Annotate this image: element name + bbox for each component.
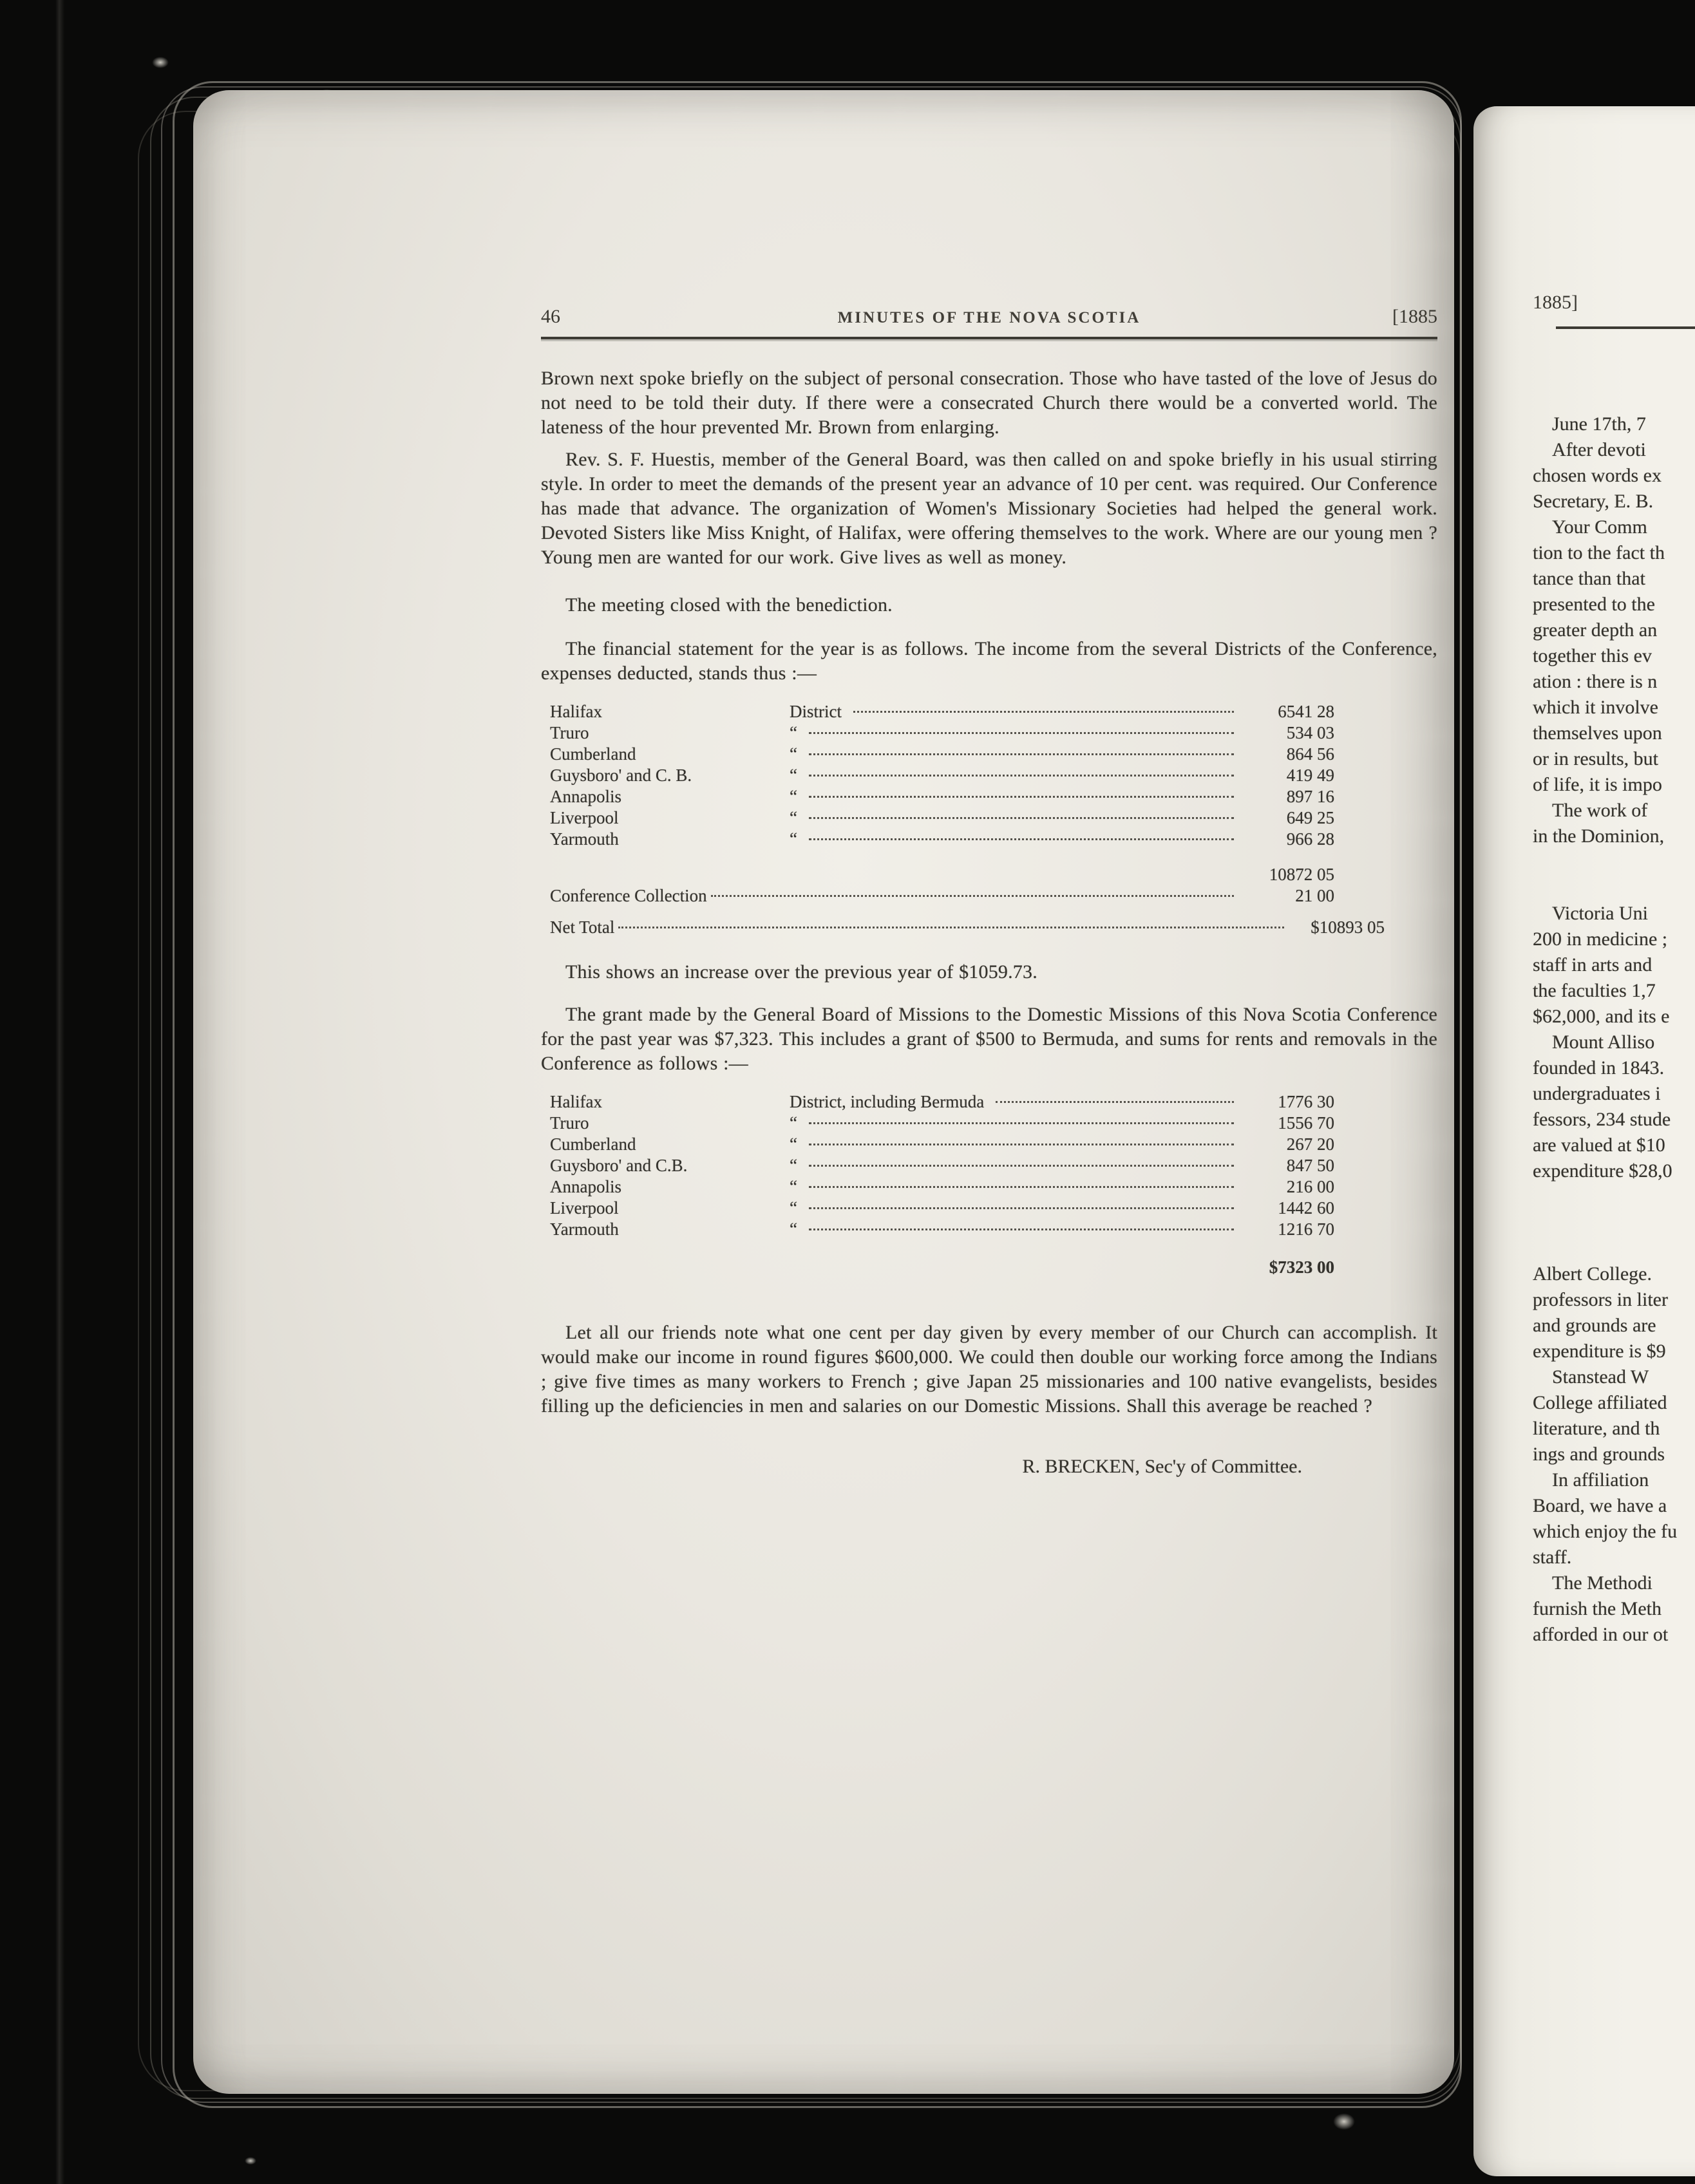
table-row [550, 807, 1334, 829]
ditto-mark: “ [790, 808, 797, 827]
table-row [550, 1219, 1334, 1240]
text-line: undergraduates i [1533, 1083, 1661, 1104]
text-line: tion to the fact th [1533, 542, 1665, 563]
dust-speck [245, 2157, 256, 2165]
text-line: 200 in medicine ; [1533, 928, 1668, 950]
paragraph-benediction: The meeting closed with the benediction. [565, 594, 893, 616]
text-line [1533, 1184, 1695, 1210]
dot-leader [809, 1186, 1234, 1188]
income-table [550, 701, 1437, 938]
header-rule [541, 337, 1437, 339]
text-line: The work of [1533, 800, 1648, 821]
dot-leader [809, 775, 1234, 777]
dot-leader [853, 711, 1234, 713]
amount: 419 49 [1286, 766, 1334, 785]
secretary-signature: R. BRECKEN, Sec'y of Committee. [1022, 1456, 1302, 1477]
ditto-mark: “ [790, 1134, 797, 1154]
district-name: Annapolis [550, 787, 621, 806]
ditto-mark: “ [790, 1156, 797, 1175]
ditto-mark: “ [790, 1219, 797, 1239]
text-line: themselves upon [1533, 722, 1662, 744]
text-line: together this ev [1533, 645, 1652, 666]
dot-leader [618, 927, 1284, 928]
amount: 897 16 [1286, 787, 1334, 806]
amount: 1556 70 [1278, 1113, 1334, 1133]
text-line: ation : there is n [1533, 671, 1658, 692]
collection-amount: 21 00 [1295, 886, 1334, 905]
text-line: expenditure is $9 [1533, 1341, 1666, 1362]
ditto-mark: “ [790, 787, 797, 806]
dot-leader [996, 1101, 1234, 1103]
text-line: staff. [1533, 1547, 1572, 1568]
text-line: The Methodi [1533, 1572, 1652, 1594]
right-page-fragment [1473, 106, 1695, 2176]
left-page [193, 90, 1454, 2094]
dot-leader [809, 1122, 1234, 1124]
right-page-text [1533, 411, 1695, 1648]
text-line: or in results, but [1533, 748, 1658, 769]
table-row [550, 1198, 1334, 1219]
subtotal-row [550, 864, 1334, 885]
paragraph-consecration: Brown next spoke briefly on the subject of personal consecration. Those who have tasted of the love of Jesus do not need to be told their duty. If there were a consecrated Church there would be a converted world. The lateness of the hour prevented Mr. Brown from enlarging. [541, 368, 1437, 438]
text-line: the faculties 1,7 [1533, 980, 1656, 1001]
amount: 649 25 [1286, 808, 1334, 827]
text-line: Mount Alliso [1533, 1031, 1655, 1053]
table-row [550, 722, 1334, 744]
text-line: which it involve [1533, 697, 1658, 718]
amount: 6541 28 [1278, 702, 1334, 721]
district-name: Halifax [550, 702, 602, 721]
district-name: Truro [550, 723, 589, 742]
dot-leader [809, 1165, 1234, 1167]
table-row [550, 744, 1334, 765]
dot-leader [711, 895, 1234, 897]
net-total-label: Net Total [550, 918, 615, 937]
right-header-rule [1556, 326, 1695, 329]
text-line: founded in 1843. [1533, 1057, 1665, 1078]
table-row [550, 1091, 1334, 1113]
paragraph-huestis: Rev. S. F. Huestis, member of the General Board, was then called on and spoke briefly in his usual stirring style. In order to meet the demands of the present year an advance of 10 per cent. was required. Our Conference has made that advance. The organization of Women's Missionary Societies had helped the general work. Devoted Sisters like Miss Knight, of Halifax, were offering themselves to the work. Where are our young men ? Young men are wanted for our work. Give lives as well as money. [541, 449, 1437, 568]
district-name: Cumberland [550, 1134, 636, 1154]
amount: 1776 30 [1278, 1092, 1334, 1111]
net-total-amount: $10893 05 [1311, 918, 1385, 937]
dot-leader [809, 1144, 1234, 1145]
text-line [1533, 1210, 1695, 1236]
left-page-content [541, 306, 1437, 1478]
net-total-row [550, 917, 1385, 938]
text-line: literature, and th [1533, 1418, 1660, 1439]
table-row [550, 765, 1334, 786]
table-row [550, 1155, 1334, 1176]
ditto-mark: “ [790, 744, 797, 764]
text-line: ings and grounds [1533, 1444, 1665, 1465]
amount: 534 03 [1286, 723, 1334, 742]
district-label: District, including Bermuda [790, 1092, 985, 1111]
dot-leader [809, 732, 1234, 734]
text-line: chosen words ex [1533, 465, 1662, 486]
district-name: Yarmouth [550, 829, 619, 849]
ditto-mark: “ [790, 829, 797, 849]
text-line: expenditure $28,0 [1533, 1160, 1672, 1181]
text-line: fessors, 234 stude [1533, 1109, 1671, 1130]
right-page-year-bracket: 1885] [1533, 292, 1578, 313]
ditto-mark: “ [790, 723, 797, 742]
district-name: Guysboro' and C.B. [550, 1156, 688, 1175]
page-number: 46 [541, 306, 560, 327]
text-line: in the Dominion, [1533, 825, 1665, 847]
district-name: Liverpool [550, 808, 619, 827]
text-line: Your Comm [1533, 516, 1647, 538]
dust-speck [1333, 2113, 1355, 2130]
grant-table [550, 1091, 1437, 1278]
ditto-mark: “ [790, 1198, 797, 1218]
film-edge-artifact [55, 0, 64, 2184]
district-name: Cumberland [550, 744, 636, 764]
dot-leader [809, 753, 1234, 755]
table-row [550, 701, 1334, 722]
header-year-bracket: [1885 [1392, 306, 1437, 327]
dot-leader [809, 1207, 1234, 1209]
dot-leader [809, 817, 1234, 819]
amount: 216 00 [1286, 1177, 1334, 1196]
table-row [550, 1113, 1334, 1134]
text-line: which enjoy the fu [1533, 1521, 1678, 1542]
paragraph-grant-intro: The grant made by the General Board of Missions to the Domestic Missions of this Nova Scotia Conference for the past year was $7,323. This includes a grant of $500 to Bermuda, and sums for rents and removals in the Conference as follows :— [541, 1004, 1437, 1074]
district-name: Guysboro' and C. B. [550, 766, 692, 785]
paragraph-increase: This shows an increase over the previous year of $1059.73. [565, 961, 1037, 983]
table-row [550, 786, 1334, 807]
district-name: Truro [550, 1113, 589, 1133]
grant-total-amount: $7323 00 [1269, 1257, 1334, 1277]
ditto-mark: “ [790, 766, 797, 785]
text-line: $62,000, and its e [1533, 1006, 1670, 1027]
text-line: and grounds are [1533, 1315, 1656, 1336]
text-line: presented to the [1533, 594, 1655, 615]
text-line: professors in liter [1533, 1289, 1668, 1310]
text-line: staff in arts and [1533, 954, 1652, 975]
dot-leader [809, 838, 1234, 840]
amount: 1442 60 [1278, 1198, 1334, 1218]
text-line: tance than that [1533, 568, 1645, 589]
dot-leader [809, 1228, 1234, 1230]
text-line: greater depth an [1533, 619, 1658, 641]
district-name: Yarmouth [550, 1219, 619, 1239]
district-name: Annapolis [550, 1177, 621, 1196]
ditto-mark: “ [790, 1177, 797, 1196]
amount: 1216 70 [1278, 1219, 1334, 1239]
paragraph-financial-intro: The financial statement for the year is as follows. The income from the several Districts of the Conference, expenses deducted, stands thus :— [541, 638, 1437, 684]
collection-label: Conference Collection [550, 886, 707, 905]
conference-collection-row [550, 885, 1334, 907]
text-line: of life, it is impo [1533, 774, 1662, 795]
text-line: Albert College. [1533, 1263, 1652, 1285]
table-row [550, 1176, 1334, 1198]
dust-speck [152, 57, 169, 68]
grant-total-row [550, 1257, 1334, 1278]
text-line [1533, 875, 1695, 901]
subtotal-amount: 10872 05 [1269, 865, 1334, 884]
table-row [550, 1134, 1334, 1155]
text-line: After devoti [1533, 439, 1646, 460]
text-line: June 17th, 7 [1533, 413, 1646, 435]
text-line [1533, 849, 1695, 875]
text-line: Stanstead W [1533, 1366, 1649, 1388]
amount: 267 20 [1286, 1134, 1334, 1154]
text-line: are valued at $10 [1533, 1134, 1665, 1156]
text-line: College affiliated [1533, 1392, 1667, 1413]
text-line: Secretary, E. B. [1533, 491, 1654, 512]
text-line: furnish the Meth [1533, 1598, 1662, 1619]
text-line: In affiliation [1533, 1469, 1649, 1491]
text-line [1533, 1236, 1695, 1261]
district-label: District [790, 702, 842, 721]
text-line: afforded in our ot [1533, 1624, 1669, 1645]
district-name: Halifax [550, 1092, 602, 1111]
text-line: Victoria Uni [1533, 903, 1648, 924]
running-title: MINUTES OF THE NOVA SCOTIA [837, 309, 1141, 326]
ditto-mark: “ [790, 1113, 797, 1133]
running-header [541, 306, 1437, 328]
paragraph-one-cent: Let all our friends note what one cent per day given by every member of our Church can accomplish. It would make our income in round figures $600,000. We could then double our working force among the Indians ; give five times as many workers to French ; give Japan 25 missionaries and 100 native evangelists, besides filling up the deficiencies in men and salaries on our Domestic Missions. Shall this average be reached ? [541, 1322, 1437, 1417]
amount: 966 28 [1286, 829, 1334, 849]
text-line: Board, we have a [1533, 1495, 1667, 1516]
amount: 864 56 [1286, 744, 1334, 764]
district-name: Liverpool [550, 1198, 619, 1218]
table-row [550, 829, 1334, 850]
amount: 847 50 [1286, 1156, 1334, 1175]
dot-leader [809, 796, 1234, 798]
right-page-content [1533, 292, 1695, 1648]
